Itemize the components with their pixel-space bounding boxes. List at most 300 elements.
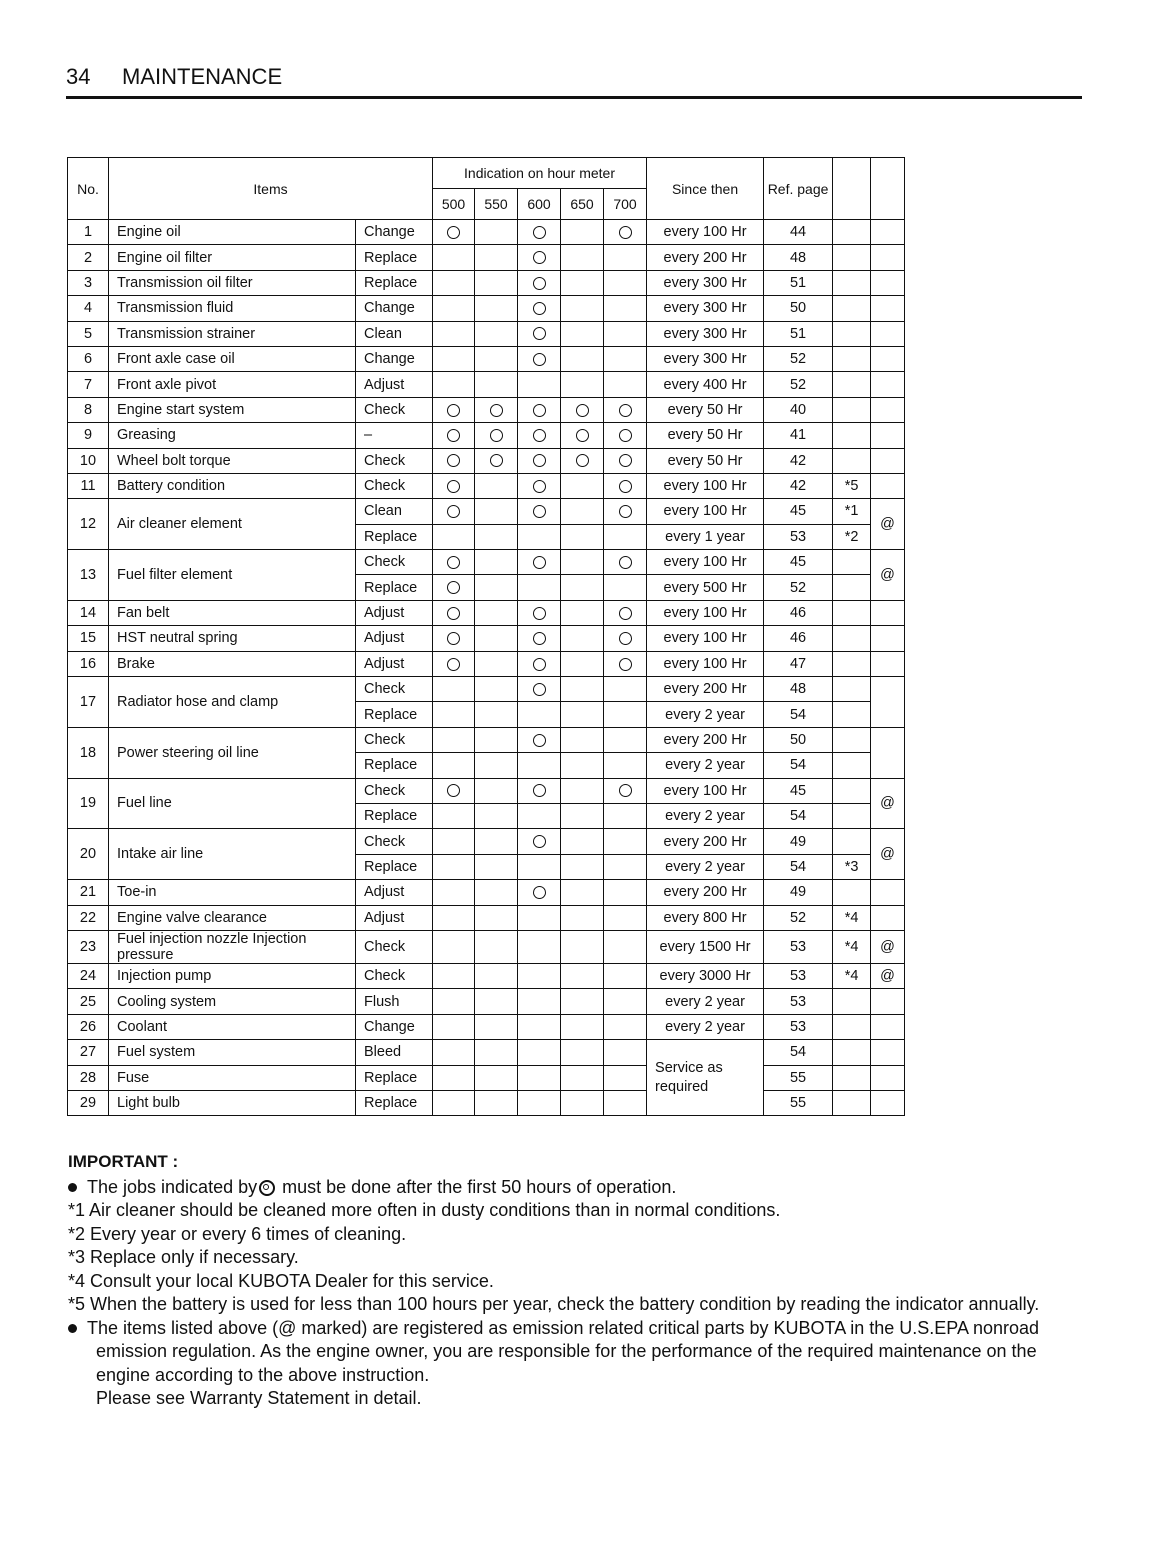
hour-cell	[561, 600, 604, 625]
action-cell: Change	[356, 1014, 433, 1039]
row-number: 9	[68, 423, 109, 448]
row-number: 10	[68, 448, 109, 473]
hour-cell	[475, 499, 518, 524]
maintenance-schedule-table	[67, 157, 905, 1116]
header-ref: Ref. page	[764, 158, 833, 220]
table-row	[68, 626, 905, 651]
note-warranty: Please see Warranty Statement in detail.	[96, 1388, 422, 1408]
check-circle-icon	[619, 454, 632, 467]
since-cell: every 200 Hr	[647, 677, 764, 702]
emission-mark-cell: @	[871, 829, 905, 880]
hour-cell	[561, 626, 604, 651]
since-cell: every 2 year	[647, 1014, 764, 1039]
header-items: Items	[109, 158, 433, 220]
since-cell: every 300 Hr	[647, 321, 764, 346]
table-row	[68, 1014, 905, 1039]
hour-cell	[561, 930, 604, 963]
row-number: 15	[68, 626, 109, 651]
hour-cell	[561, 803, 604, 828]
check-circle-icon	[533, 327, 546, 340]
hour-cell	[561, 1040, 604, 1065]
item-name: Engine oil filter	[109, 245, 356, 270]
hour-cell	[475, 245, 518, 270]
item-name: Wheel bolt torque	[109, 448, 356, 473]
hour-cell	[604, 346, 647, 371]
since-cell: every 500 Hr	[647, 575, 764, 600]
hour-cell	[561, 448, 604, 473]
emission-mark-cell	[871, 220, 905, 245]
check-circle-icon	[533, 353, 546, 366]
check-circle-icon	[447, 658, 460, 671]
table-row	[68, 727, 905, 752]
table-row	[68, 448, 905, 473]
hour-cell	[561, 829, 604, 854]
action-cell: Check	[356, 727, 433, 752]
hour-cell	[561, 963, 604, 988]
action-cell: Adjust	[356, 600, 433, 625]
action-cell: Adjust	[356, 880, 433, 905]
hour-cell	[604, 702, 647, 727]
action-cell: Clean	[356, 499, 433, 524]
ref-page-cell: 54	[764, 803, 833, 828]
ref-page-cell: 52	[764, 346, 833, 371]
since-cell: every 1500 Hr	[647, 930, 764, 963]
check-circle-icon	[533, 734, 546, 747]
item-name: Transmission oil filter	[109, 270, 356, 295]
check-circle-icon	[533, 404, 546, 417]
action-cell: Adjust	[356, 372, 433, 397]
action-cell: Check	[356, 397, 433, 422]
hour-cell	[518, 1014, 561, 1039]
page-header	[66, 60, 1082, 99]
check-circle-icon	[533, 784, 546, 797]
ref-page-cell: 45	[764, 778, 833, 803]
note-emission: The items listed above (@ marked) are registered as emission related critical parts by KUBOTA in the U.S.EPA nonroad	[68, 1317, 1088, 1341]
check-circle-icon	[533, 835, 546, 848]
important-heading: IMPORTANT :	[68, 1152, 179, 1171]
action-cell: Adjust	[356, 905, 433, 930]
item-name: Engine valve clearance	[109, 905, 356, 930]
hour-cell	[561, 321, 604, 346]
hour-cell	[475, 346, 518, 371]
item-name: Engine start system	[109, 397, 356, 422]
action-cell: Replace	[356, 1090, 433, 1115]
note-ref-cell	[833, 778, 871, 803]
hour-cell	[475, 677, 518, 702]
action-cell: Replace	[356, 575, 433, 600]
hour-cell	[518, 803, 561, 828]
hour-cell	[475, 778, 518, 803]
check-circle-icon	[619, 658, 632, 671]
row-number: 1	[68, 220, 109, 245]
hour-cell	[561, 1090, 604, 1115]
hour-cell	[561, 245, 604, 270]
hour-cell	[475, 296, 518, 321]
table-row	[68, 1090, 905, 1115]
check-circle-icon	[619, 784, 632, 797]
ref-page-cell: 52	[764, 575, 833, 600]
emission-mark-cell	[871, 727, 905, 778]
note-ref-cell	[833, 727, 871, 752]
ref-page-cell: 54	[764, 702, 833, 727]
ref-page-cell: 49	[764, 829, 833, 854]
hour-cell	[475, 1065, 518, 1090]
emission-mark-cell	[871, 473, 905, 498]
hour-cell	[433, 1040, 475, 1065]
note-ref-cell: *2	[833, 524, 871, 549]
hour-cell	[518, 854, 561, 879]
check-circle-icon	[533, 658, 546, 671]
action-cell: Clean	[356, 321, 433, 346]
since-cell: every 200 Hr	[647, 245, 764, 270]
hour-cell	[518, 778, 561, 803]
hour-cell	[475, 575, 518, 600]
action-cell: Adjust	[356, 651, 433, 676]
row-number: 4	[68, 296, 109, 321]
row-number: 28	[68, 1065, 109, 1090]
check-circle-icon	[490, 454, 503, 467]
hour-cell	[518, 930, 561, 963]
check-circle-icon	[533, 454, 546, 467]
hour-cell	[561, 905, 604, 930]
note-ref-cell: *1	[833, 499, 871, 524]
hour-cell	[518, 1040, 561, 1065]
hour-cell	[475, 727, 518, 752]
table-row	[68, 499, 905, 524]
item-name: Radiator hose and clamp	[109, 677, 356, 728]
hour-cell	[433, 651, 475, 676]
table-row	[68, 346, 905, 371]
item-name: Front axle case oil	[109, 346, 356, 371]
table-row	[68, 321, 905, 346]
since-cell: every 200 Hr	[647, 829, 764, 854]
hour-cell	[518, 550, 561, 575]
hour-cell	[561, 677, 604, 702]
ref-page-cell: 41	[764, 423, 833, 448]
note-ref-cell	[833, 423, 871, 448]
hour-cell	[433, 499, 475, 524]
hour-cell	[433, 905, 475, 930]
note-ref-cell	[833, 803, 871, 828]
ref-page-cell: 52	[764, 905, 833, 930]
hour-cell	[475, 372, 518, 397]
ref-page-cell: 47	[764, 651, 833, 676]
hour-cell	[561, 753, 604, 778]
since-cell: every 50 Hr	[647, 423, 764, 448]
since-cell: every 100 Hr	[647, 220, 764, 245]
hour-cell	[561, 499, 604, 524]
item-name: Engine oil	[109, 220, 356, 245]
item-name: Injection pump	[109, 963, 356, 988]
note-ref-cell	[833, 1065, 871, 1090]
hour-cell	[433, 1014, 475, 1039]
check-circle-icon	[533, 505, 546, 518]
action-cell: Adjust	[356, 626, 433, 651]
hour-cell	[475, 803, 518, 828]
hour-cell	[475, 600, 518, 625]
emission-mark-cell	[871, 1065, 905, 1090]
hour-cell	[475, 854, 518, 879]
check-circle-icon	[447, 454, 460, 467]
hour-cell	[433, 803, 475, 828]
ref-page-cell: 44	[764, 220, 833, 245]
row-number: 8	[68, 397, 109, 422]
check-circle-icon	[533, 429, 546, 442]
item-name: Front axle pivot	[109, 372, 356, 397]
hour-cell	[433, 963, 475, 988]
emission-mark-cell	[871, 989, 905, 1014]
note-ref-cell	[833, 829, 871, 854]
hour-cell	[475, 473, 518, 498]
hour-cell	[475, 321, 518, 346]
hour-cell	[433, 989, 475, 1014]
hour-cell	[561, 423, 604, 448]
hour-cell	[604, 677, 647, 702]
ref-page-cell: 45	[764, 499, 833, 524]
hour-cell	[604, 1014, 647, 1039]
check-circle-icon	[447, 480, 460, 493]
hour-cell	[604, 829, 647, 854]
since-cell: every 300 Hr	[647, 296, 764, 321]
hour-cell	[475, 524, 518, 549]
ref-page-cell: 53	[764, 930, 833, 963]
hour-cell	[433, 524, 475, 549]
hour-cell	[561, 296, 604, 321]
hour-cell	[433, 1065, 475, 1090]
action-cell: Replace	[356, 854, 433, 879]
hour-cell	[561, 270, 604, 295]
ref-page-cell: 50	[764, 296, 833, 321]
row-number: 27	[68, 1040, 109, 1065]
hour-cell	[518, 829, 561, 854]
note-first-50: The jobs indicated by must be done after the first 50 hours of operation.	[68, 1176, 1088, 1200]
emission-mark-cell	[871, 245, 905, 270]
hour-cell	[604, 296, 647, 321]
note-ref-cell	[833, 880, 871, 905]
row-number: 17	[68, 677, 109, 728]
hour-cell	[604, 372, 647, 397]
hour-cell	[475, 448, 518, 473]
item-name: HST neutral spring	[109, 626, 356, 651]
header-no: No.	[68, 158, 109, 220]
item-name: Battery condition	[109, 473, 356, 498]
header-hour: 550	[475, 189, 518, 220]
hour-cell	[475, 220, 518, 245]
ref-page-cell: 42	[764, 473, 833, 498]
since-cell: every 100 Hr	[647, 550, 764, 575]
table-row	[68, 778, 905, 803]
note-ref-cell	[833, 321, 871, 346]
table-row	[68, 372, 905, 397]
check-circle-icon	[576, 454, 589, 467]
check-circle-icon	[533, 251, 546, 264]
row-number: 2	[68, 245, 109, 270]
ref-page-cell: 40	[764, 397, 833, 422]
table-row	[68, 270, 905, 295]
hour-cell	[604, 423, 647, 448]
action-cell: Check	[356, 930, 433, 963]
note-2: *2 Every year or every 6 times of cleaning.	[68, 1223, 407, 1244]
note-ref-cell	[833, 702, 871, 727]
item-name: Brake	[109, 651, 356, 676]
emission-mark-cell: @	[871, 499, 905, 550]
emission-mark-cell	[871, 423, 905, 448]
hour-cell	[518, 448, 561, 473]
item-name: Greasing	[109, 423, 356, 448]
hour-cell	[475, 702, 518, 727]
hour-cell	[518, 880, 561, 905]
hour-cell	[433, 423, 475, 448]
action-cell: Check	[356, 550, 433, 575]
check-circle-icon	[447, 429, 460, 442]
hour-cell	[604, 727, 647, 752]
hour-cell	[433, 448, 475, 473]
table-row	[68, 1065, 905, 1090]
table-row	[68, 245, 905, 270]
emission-mark-cell: @	[871, 963, 905, 988]
header-note-col	[833, 158, 871, 220]
check-circle-icon	[447, 581, 460, 594]
check-circle-icon	[490, 429, 503, 442]
hour-cell	[518, 220, 561, 245]
header-indication: Indication on hour meter	[433, 158, 647, 189]
ref-page-cell: 55	[764, 1090, 833, 1115]
note-ref-cell	[833, 220, 871, 245]
hour-cell	[604, 220, 647, 245]
action-cell: Replace	[356, 702, 433, 727]
header-hour: 650	[561, 189, 604, 220]
since-cell: every 200 Hr	[647, 880, 764, 905]
hour-cell	[433, 575, 475, 600]
row-number: 24	[68, 963, 109, 988]
check-circle-icon	[533, 556, 546, 569]
hour-cell	[433, 550, 475, 575]
since-cell: every 100 Hr	[647, 499, 764, 524]
hour-cell	[604, 651, 647, 676]
action-cell: Replace	[356, 245, 433, 270]
note-ref-cell: *3	[833, 854, 871, 879]
action-cell: –	[356, 423, 433, 448]
action-cell: Check	[356, 677, 433, 702]
emission-mark-cell	[871, 1090, 905, 1115]
row-number: 12	[68, 499, 109, 550]
since-cell: every 800 Hr	[647, 905, 764, 930]
header-hour: 500	[433, 189, 475, 220]
emission-mark-cell	[871, 880, 905, 905]
hour-cell	[475, 963, 518, 988]
hour-cell	[518, 677, 561, 702]
hour-cell	[561, 778, 604, 803]
table-row	[68, 423, 905, 448]
since-cell: every 200 Hr	[647, 727, 764, 752]
emission-mark-cell	[871, 626, 905, 651]
note-1: *1 Air cleaner should be cleaned more often in dusty conditions than in normal conditions.	[68, 1200, 781, 1220]
table-row	[68, 600, 905, 625]
double-circle-icon	[259, 1180, 275, 1196]
since-cell: every 100 Hr	[647, 473, 764, 498]
item-name: Coolant	[109, 1014, 356, 1039]
row-number: 5	[68, 321, 109, 346]
emission-mark-cell: @	[871, 778, 905, 829]
note-ref-cell	[833, 397, 871, 422]
ref-page-cell: 54	[764, 854, 833, 879]
emission-mark-cell	[871, 372, 905, 397]
action-cell: Change	[356, 346, 433, 371]
check-circle-icon	[533, 632, 546, 645]
row-number: 14	[68, 600, 109, 625]
since-cell: every 2 year	[647, 854, 764, 879]
hour-cell	[518, 626, 561, 651]
note-ref-cell	[833, 989, 871, 1014]
since-cell: every 100 Hr	[647, 778, 764, 803]
note-ref-cell	[833, 448, 871, 473]
hour-cell	[561, 854, 604, 879]
row-number: 21	[68, 880, 109, 905]
hour-cell	[561, 702, 604, 727]
action-cell: Check	[356, 778, 433, 803]
ref-page-cell: 54	[764, 1040, 833, 1065]
hour-cell	[561, 220, 604, 245]
row-number: 6	[68, 346, 109, 371]
hour-cell	[604, 1090, 647, 1115]
item-name: Light bulb	[109, 1090, 356, 1115]
item-name: Power steering oil line	[109, 727, 356, 778]
hour-cell	[518, 346, 561, 371]
ref-page-cell: 49	[764, 880, 833, 905]
hour-cell	[433, 220, 475, 245]
hour-cell	[475, 880, 518, 905]
hour-cell	[561, 727, 604, 752]
note-ref-cell	[833, 575, 871, 600]
emission-mark-cell	[871, 448, 905, 473]
ref-page-cell: 46	[764, 626, 833, 651]
hour-cell	[518, 499, 561, 524]
item-name: Transmission strainer	[109, 321, 356, 346]
since-cell: every 2 year	[647, 753, 764, 778]
schedule-body	[68, 220, 905, 1116]
check-circle-icon	[490, 404, 503, 417]
hour-cell	[518, 423, 561, 448]
check-circle-icon	[619, 632, 632, 645]
emission-mark-cell	[871, 1014, 905, 1039]
hour-cell	[561, 575, 604, 600]
hour-cell	[604, 854, 647, 879]
table-row	[68, 220, 905, 245]
table-row	[68, 989, 905, 1014]
check-circle-icon	[576, 429, 589, 442]
hour-cell	[604, 499, 647, 524]
hour-cell	[433, 880, 475, 905]
check-circle-icon	[533, 683, 546, 696]
hour-cell	[604, 270, 647, 295]
check-circle-icon	[447, 556, 460, 569]
check-circle-icon	[533, 226, 546, 239]
note-ref-cell	[833, 296, 871, 321]
hour-cell	[518, 245, 561, 270]
hour-cell	[518, 321, 561, 346]
action-cell: Check	[356, 829, 433, 854]
row-number: 13	[68, 550, 109, 601]
ref-page-cell: 53	[764, 524, 833, 549]
check-circle-icon	[619, 480, 632, 493]
table-row	[68, 963, 905, 988]
hour-cell	[518, 753, 561, 778]
emission-mark-cell	[871, 651, 905, 676]
hour-cell	[604, 963, 647, 988]
since-cell: every 50 Hr	[647, 448, 764, 473]
note-ref-cell	[833, 245, 871, 270]
hour-cell	[475, 270, 518, 295]
